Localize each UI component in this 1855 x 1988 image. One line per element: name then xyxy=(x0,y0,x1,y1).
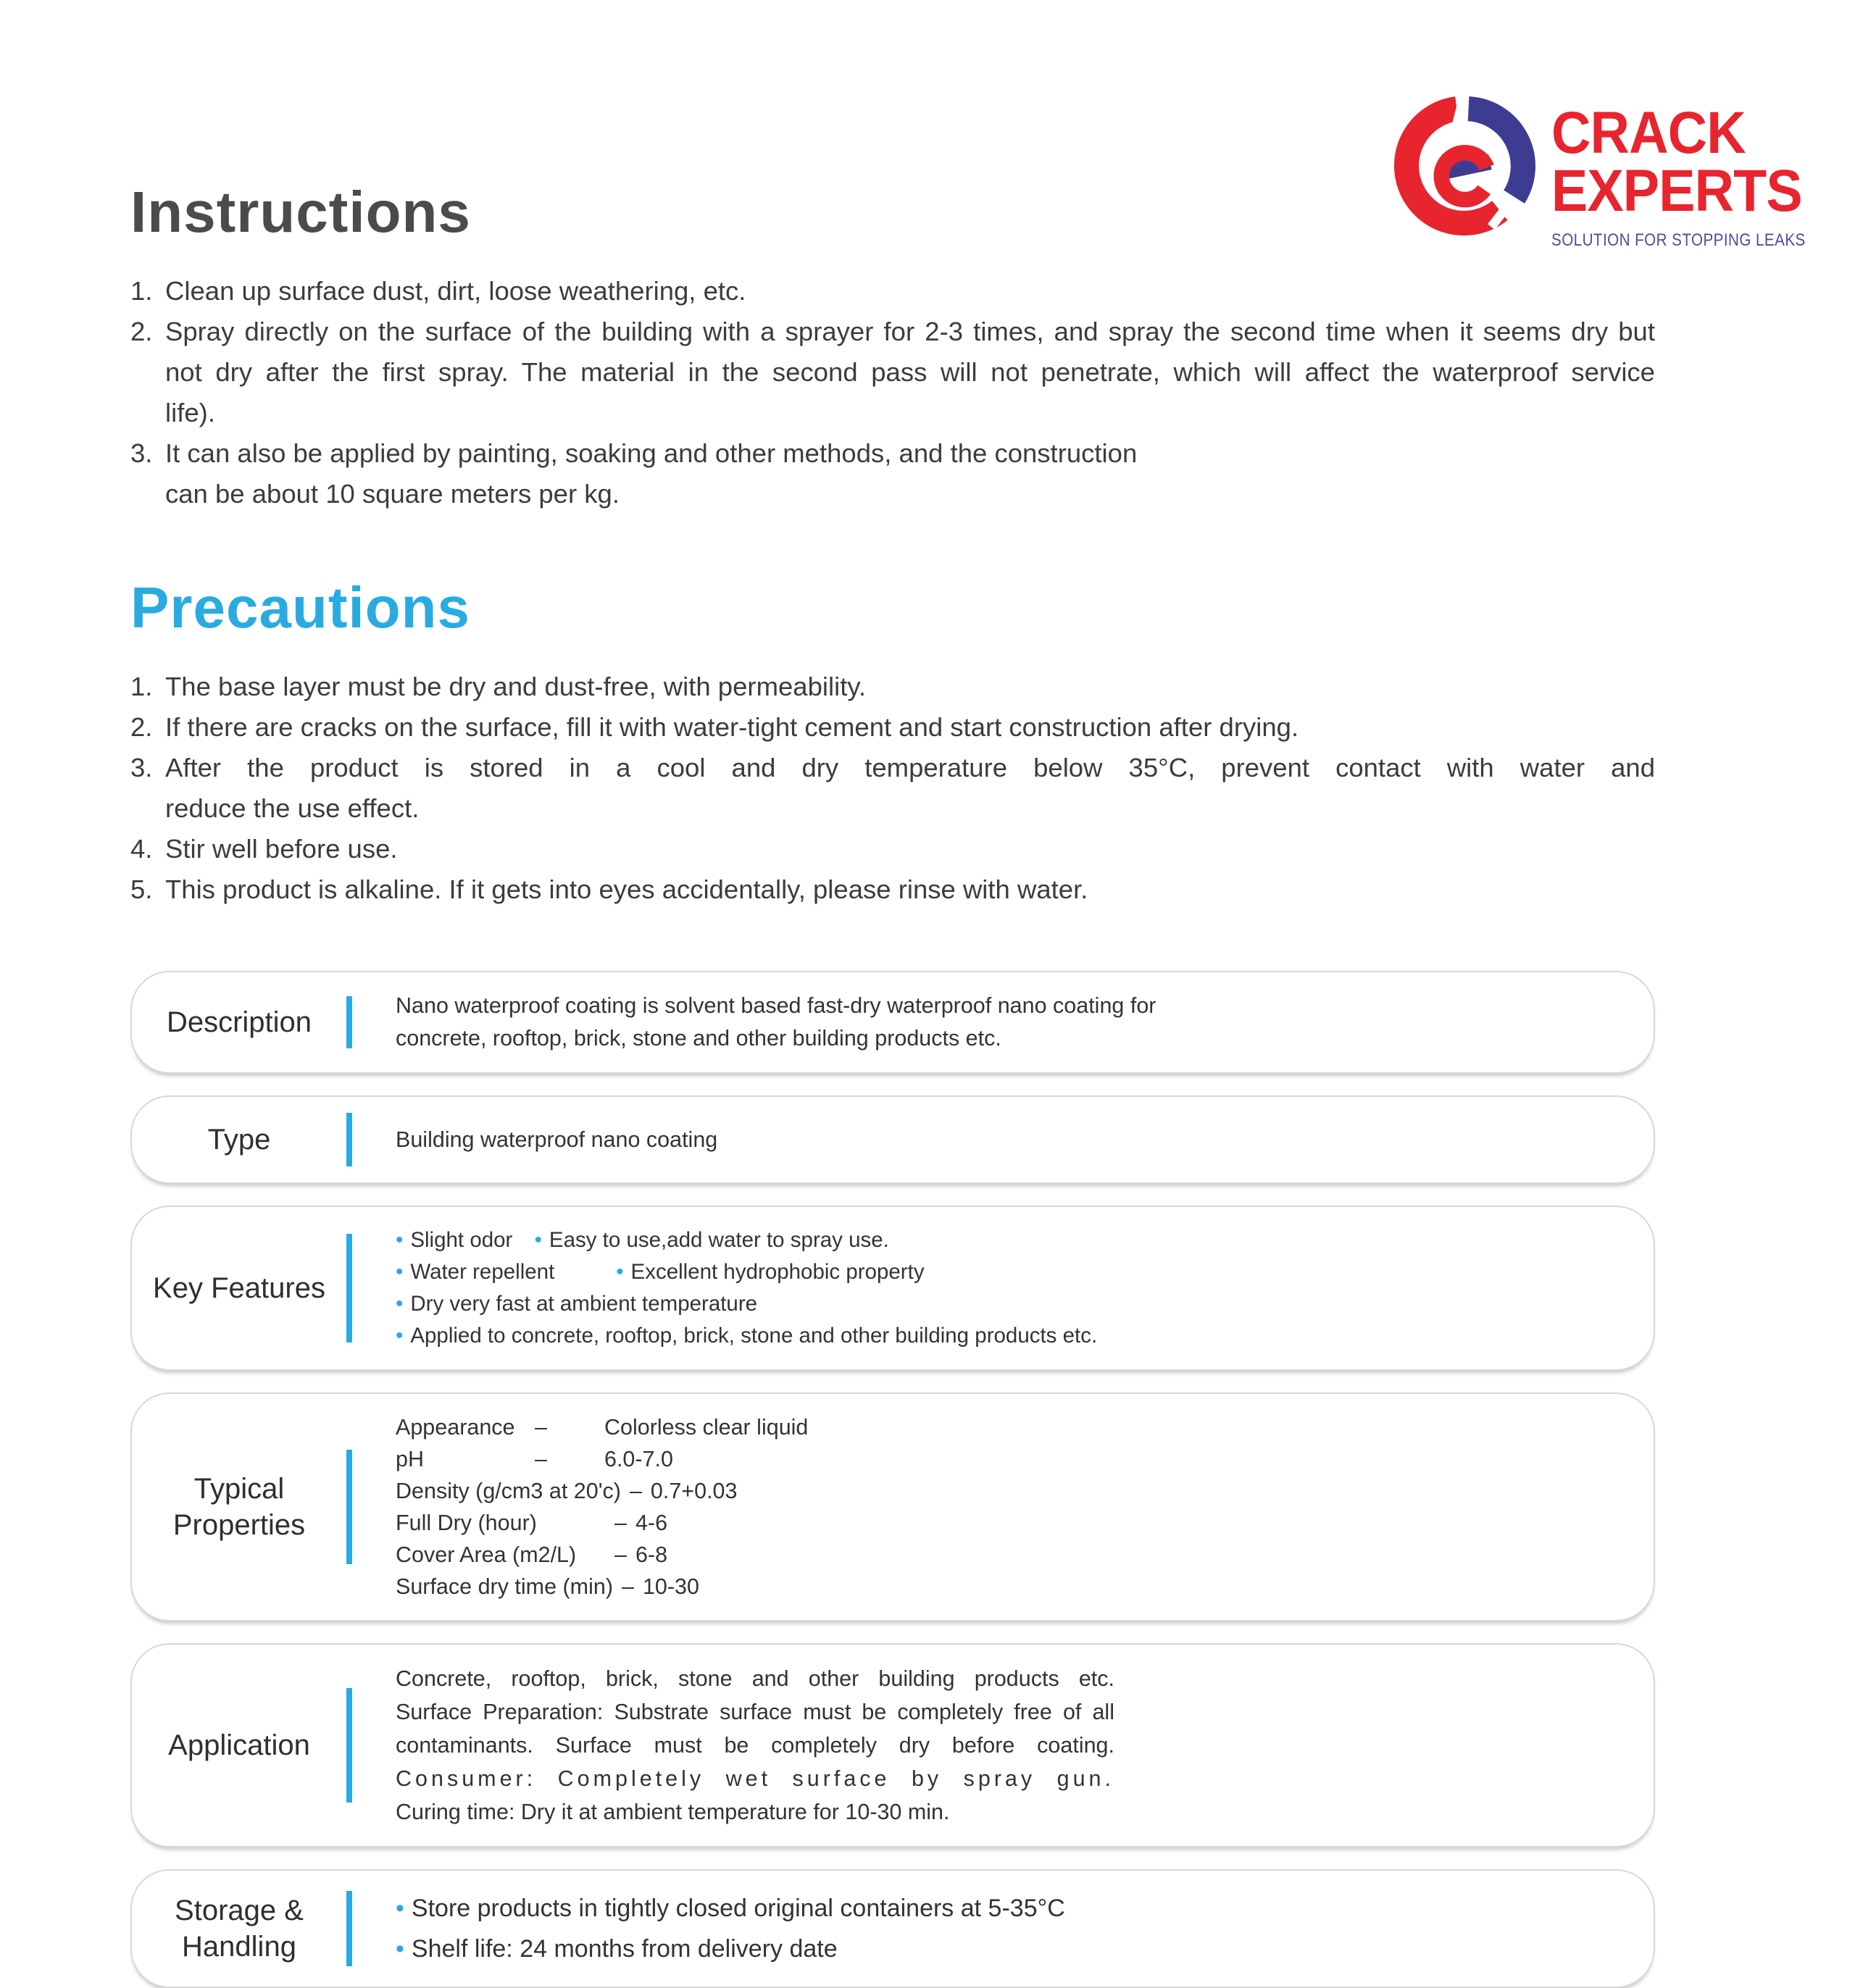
property-dash: – xyxy=(614,1511,627,1535)
item-text: The base layer must be dry and dust-free, with permeability. xyxy=(165,672,867,701)
property-value: 4-6 xyxy=(635,1511,668,1535)
list-item xyxy=(130,707,1655,748)
item-text: reduce the use effect. xyxy=(165,793,420,823)
row-content xyxy=(352,1106,1654,1174)
precautions-title: Precautions xyxy=(130,575,470,640)
feature-line xyxy=(396,1320,1625,1352)
property-dash: – xyxy=(629,1479,642,1503)
bullet-dot: • xyxy=(396,1228,404,1252)
divider-bar xyxy=(346,1891,352,1966)
property-name: Full Dry (hour) xyxy=(396,1511,537,1535)
feature-item xyxy=(396,1320,1097,1352)
list-item xyxy=(130,667,1655,707)
application-line: Curing time: Dry it at ambient temperature for 10-30 min. xyxy=(396,1800,950,1824)
property-row xyxy=(396,1571,1625,1603)
item-number: 4. xyxy=(130,834,153,864)
property-dash: – xyxy=(535,1415,547,1440)
row-application xyxy=(130,1643,1655,1847)
item-text: Spray directly on the surface of the building with a sprayer for 2-3 times, and spray the second time when it seems dry but xyxy=(165,317,1655,346)
item-number: 5. xyxy=(130,874,153,904)
item-number: 3. xyxy=(130,753,153,782)
instructions-list xyxy=(130,271,1655,514)
property-dash: – xyxy=(621,1574,634,1599)
property-row xyxy=(396,1475,1625,1507)
feature-item xyxy=(616,1256,924,1288)
bullet-dot: • xyxy=(396,1895,404,1922)
property-dash: – xyxy=(535,1447,547,1471)
storage-text: Shelf life: 24 months from delivery date xyxy=(411,1935,838,1963)
list-item xyxy=(130,433,1655,514)
row-label: Application xyxy=(168,1729,310,1761)
row-content xyxy=(352,1871,1654,1987)
item-text: After the product is stored in a cool and dry temperature below 35°C, prevent contact with water and xyxy=(165,753,1655,782)
property-value: 0.7+0.03 xyxy=(650,1479,738,1503)
row-label xyxy=(132,1471,346,1543)
storage-line xyxy=(396,1888,1625,1929)
bullet-dot: • xyxy=(616,1260,624,1284)
content-line: concrete, rooftop, brick, stone and other building products etc. xyxy=(396,1026,1001,1051)
row-content xyxy=(352,1394,1654,1620)
storage-text: Store products in tightly closed original containers at 5-35°C xyxy=(411,1895,1065,1922)
divider-bar xyxy=(346,1450,352,1564)
storage-line xyxy=(396,1929,1625,1969)
application-line: contaminants. Surface must be completely dry before coating. xyxy=(396,1733,1114,1758)
item-text: This product is alkaline. If it gets into eyes accidentally, please rinse with water. xyxy=(165,874,1088,904)
list-item xyxy=(130,271,1655,312)
row-label: Description xyxy=(166,1006,312,1038)
property-row xyxy=(396,1411,1625,1443)
feature-text: Water repellent xyxy=(410,1260,555,1284)
row-label xyxy=(132,1892,346,1965)
content-line: Building waterproof nano coating xyxy=(396,1127,718,1152)
row-label: Type xyxy=(207,1124,271,1156)
item-number: 2. xyxy=(130,317,153,346)
property-name: Density (g/cm3 at 20'c) xyxy=(396,1479,621,1503)
row-description xyxy=(130,971,1655,1074)
main-content xyxy=(130,0,1655,1988)
divider-bar xyxy=(346,1688,352,1803)
application-line: Concrete, rooftop, brick, stone and other building products etc. xyxy=(396,1666,1114,1691)
list-item xyxy=(130,312,1655,433)
row-label-line: Storage & xyxy=(175,1895,304,1926)
bullet-dot: • xyxy=(534,1228,542,1252)
item-text: Stir well before use. xyxy=(165,834,398,864)
divider-bar xyxy=(346,1234,352,1342)
row-typical-properties xyxy=(130,1392,1655,1621)
property-name: pH xyxy=(396,1447,424,1471)
item-text: can be about 10 square meters per kg. xyxy=(165,479,620,509)
divider-bar xyxy=(346,1113,352,1166)
item-number: 1. xyxy=(130,276,153,306)
property-name: Appearance xyxy=(396,1415,515,1440)
feature-text: Dry very fast at ambient temperature xyxy=(410,1292,758,1316)
property-row xyxy=(396,1443,1625,1475)
feature-text: Excellent hydrophobic property xyxy=(630,1260,925,1284)
property-dash: – xyxy=(614,1542,627,1567)
feature-text: Slight odor xyxy=(410,1228,513,1252)
property-name: Cover Area (m2/L) xyxy=(396,1542,577,1567)
property-value: 10-30 xyxy=(642,1574,699,1599)
feature-text: Applied to concrete, rooftop, brick, stone and other building products etc. xyxy=(410,1324,1098,1348)
item-number: 1. xyxy=(130,672,153,701)
feature-item xyxy=(396,1256,610,1288)
spec-table xyxy=(130,971,1655,1988)
application-line: Consumer: Completely wet surface by spray gun. xyxy=(396,1766,1114,1791)
feature-item xyxy=(535,1224,889,1256)
item-text: not dry after the first spray. The material in the second pass will not penetrate, which will affect the waterproof service xyxy=(165,357,1655,387)
row-label-line: Handling xyxy=(182,1931,296,1963)
instructions-title: Instructions xyxy=(130,180,471,244)
row-key-features xyxy=(130,1206,1655,1371)
row-type xyxy=(130,1095,1655,1184)
property-row xyxy=(396,1539,1625,1571)
row-content xyxy=(352,972,1654,1072)
feature-line xyxy=(396,1288,1625,1320)
feature-line xyxy=(396,1256,1625,1288)
property-value: 6.0-7.0 xyxy=(604,1447,673,1471)
logo-word-experts: EXPERTS xyxy=(1551,158,1802,224)
bullet-dot: • xyxy=(396,1260,404,1284)
list-item xyxy=(130,748,1655,829)
list-item xyxy=(130,829,1655,869)
property-name: Surface dry time (min) xyxy=(396,1574,613,1599)
row-content xyxy=(352,1207,1654,1369)
feature-text: Easy to use,add water to spray use. xyxy=(549,1228,889,1252)
bullet-dot: • xyxy=(396,1324,404,1348)
row-label-line: Typical xyxy=(193,1473,285,1505)
property-row xyxy=(396,1507,1625,1539)
logo-word-crack: CRACK xyxy=(1551,100,1746,166)
row-storage-handling xyxy=(130,1869,1655,1988)
content-line: Nano waterproof coating is solvent based fast-dry waterproof nano coating for xyxy=(396,993,1156,1018)
feature-line xyxy=(396,1224,1625,1256)
item-number: 2. xyxy=(130,712,153,742)
item-text: life). xyxy=(165,398,215,427)
precautions-list xyxy=(130,667,1655,910)
list-item xyxy=(130,869,1655,910)
item-text: Clean up surface dust, dirt, loose weathering, etc. xyxy=(165,276,746,306)
bullet-dot: • xyxy=(396,1292,404,1316)
logo-tagline: SOLUTION FOR STOPPING LEAKS xyxy=(1551,230,1806,250)
row-label: Key Features xyxy=(153,1272,325,1304)
divider-bar xyxy=(346,996,352,1048)
row-label-line: Properties xyxy=(172,1509,306,1541)
application-line: Surface Preparation: Substrate surface must be completely free of all xyxy=(396,1700,1114,1724)
item-number: 3. xyxy=(130,438,153,468)
row-content xyxy=(352,1645,1654,1846)
property-value: Colorless clear liquid xyxy=(604,1415,809,1440)
item-text: If there are cracks on the surface, fill it with water-tight cement and start construction after drying. xyxy=(165,712,1299,742)
feature-item xyxy=(396,1288,757,1320)
item-text: It can also be applied by painting, soaking and other methods, and the construction xyxy=(165,438,1138,468)
feature-item xyxy=(396,1224,512,1256)
bullet-dot: • xyxy=(396,1935,404,1963)
property-value: 6-8 xyxy=(635,1542,668,1567)
